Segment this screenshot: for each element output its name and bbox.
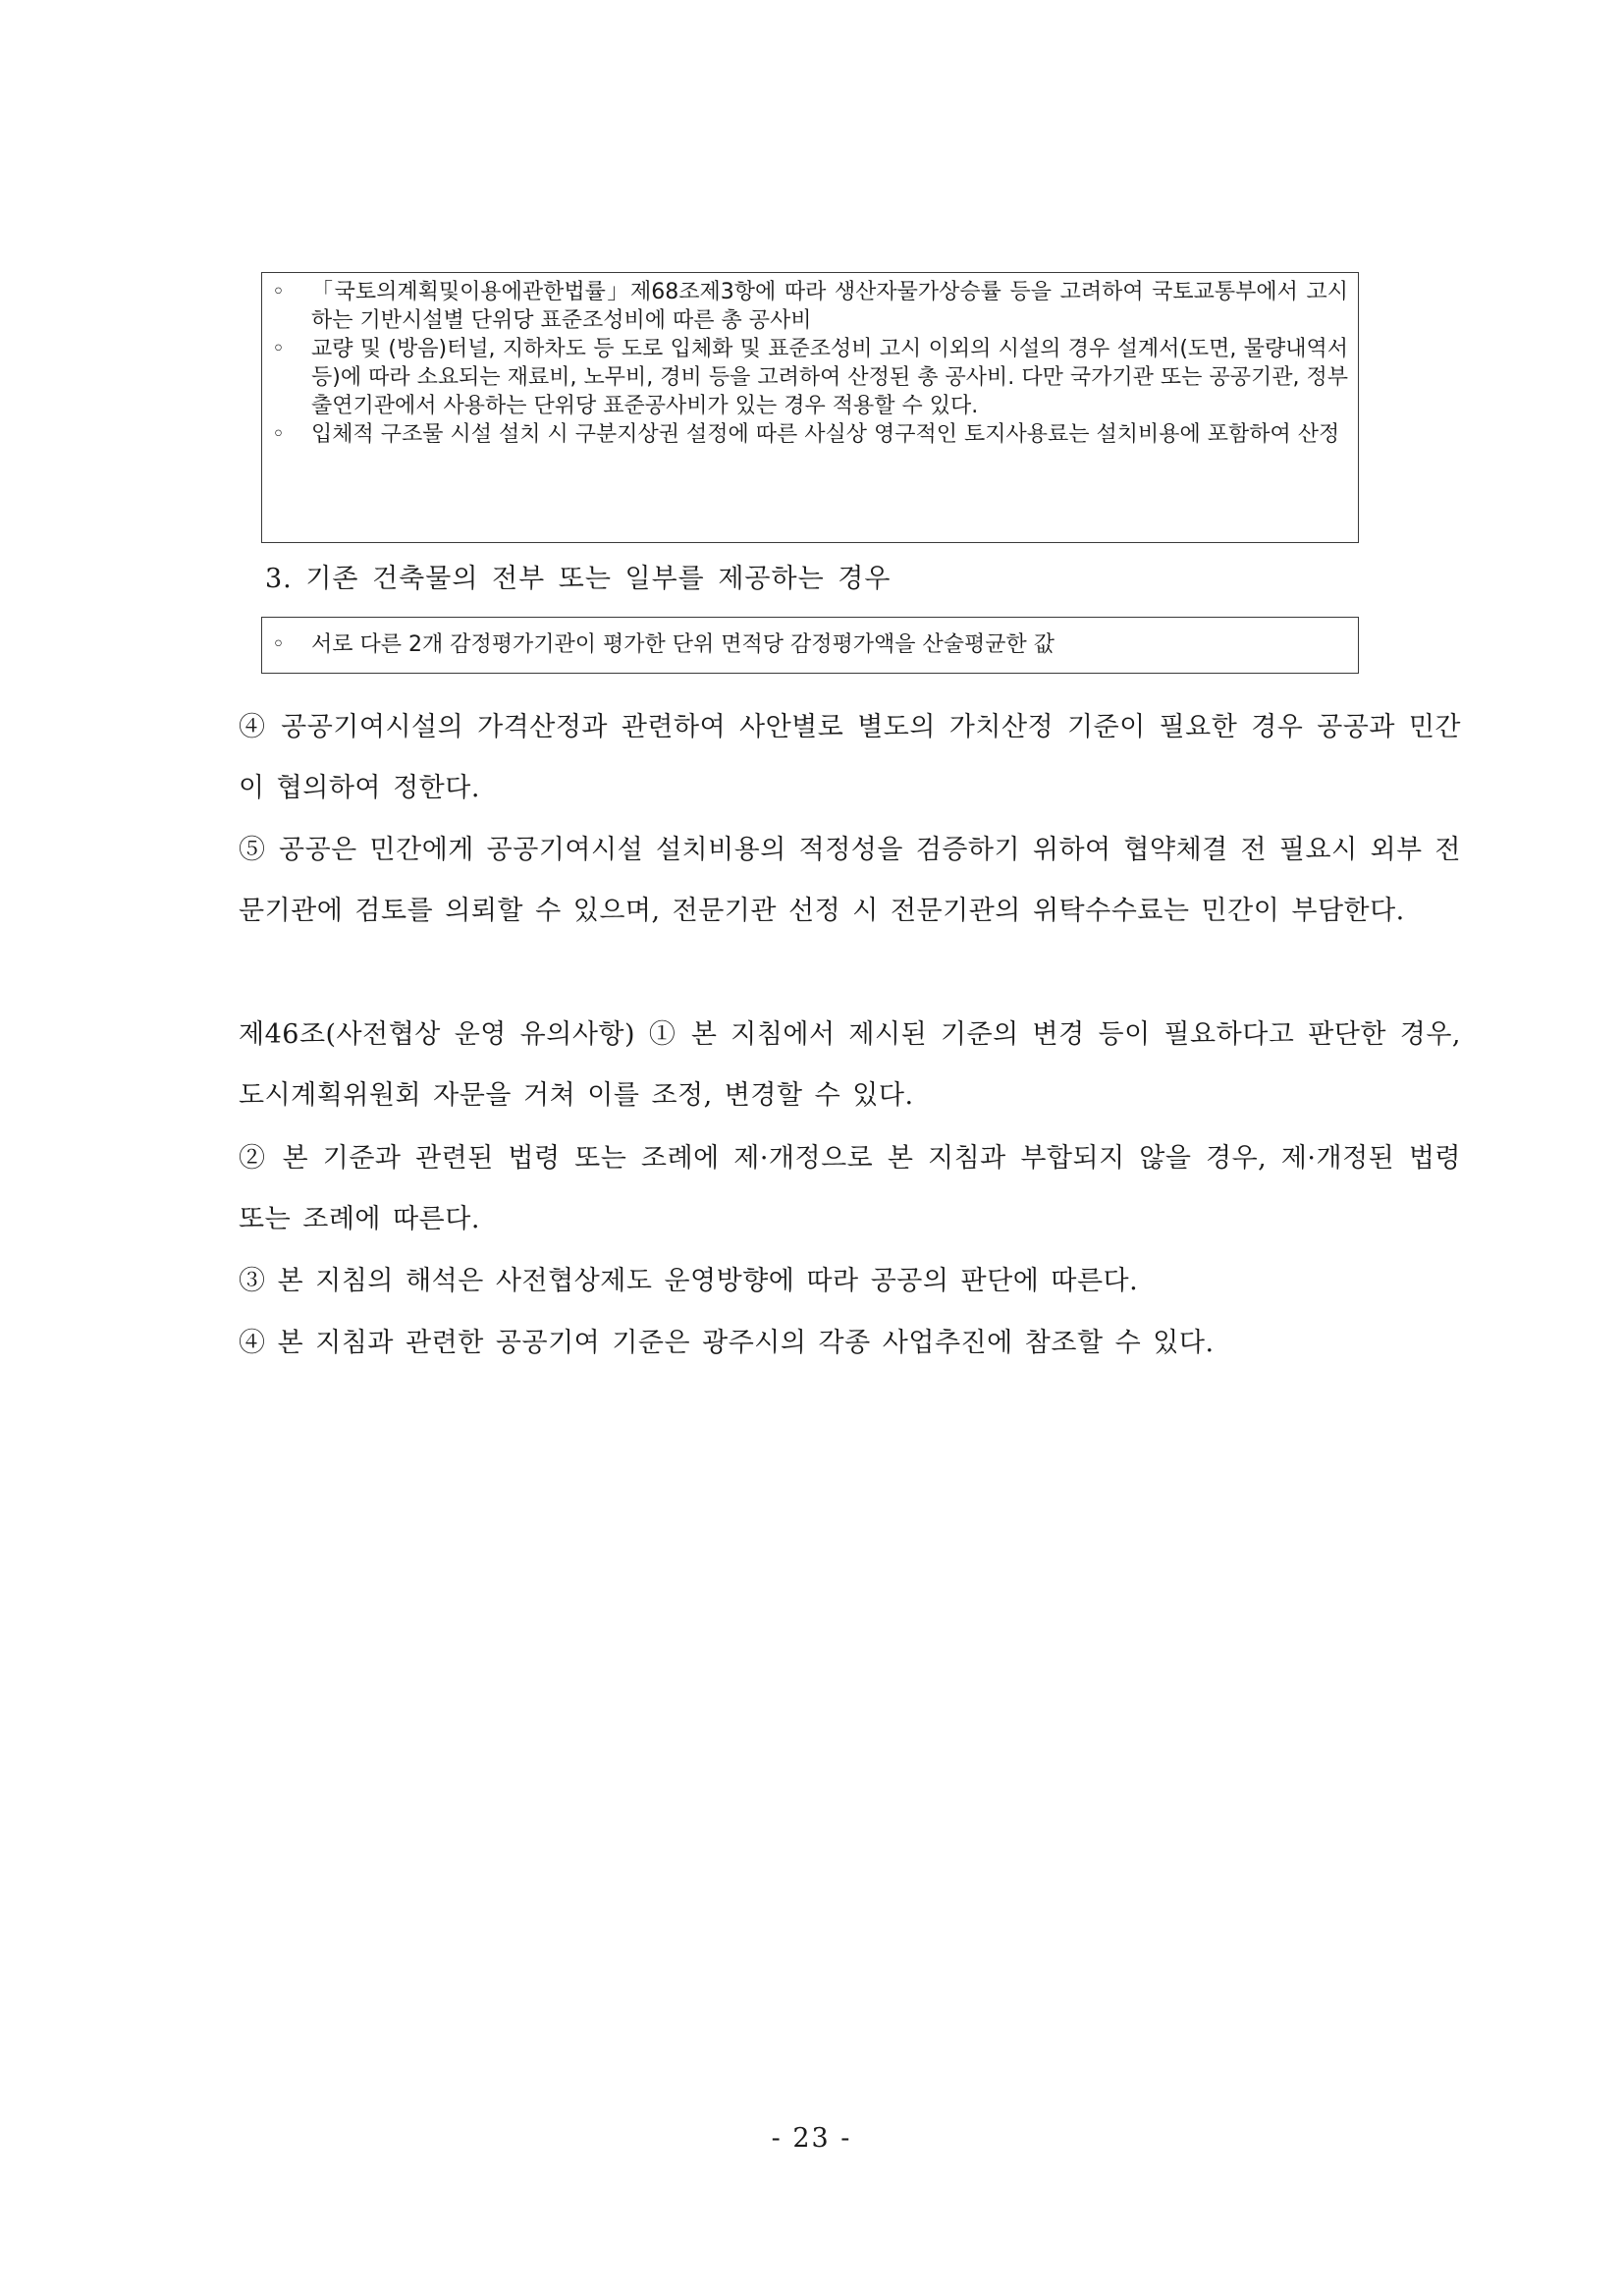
list-item-text: 「국토의계획및이용에관한법률」제68조제3항에 따라 생산자물가상승률 등을 고려하여 국토교통부에서 고시하는 기반시설별 단위당 표준조성비에 따른 총 공사비 — [311, 280, 1348, 333]
list-item — [272, 335, 1348, 420]
article-46-paragraph-3: ③ 본 지침의 해석은 사전협상제도 운영방향에 따라 공공의 판단에 따른다. — [239, 1266, 1139, 1296]
article-46-paragraph-1: 제46조(사전협상 운영 유의사항) ① 본 지침에서 제시된 기준의 변경 등이 필요하다고 판단한 경우, 도시계획위원회 자문을 거쳐 이를 조정, 변경할 수 있다. — [239, 1019, 1461, 1111]
paragraph-item-4: ④ 공공기여시설의 가격산정과 관련하여 사안별로 별도의 가치산정 기준이 필요한 경우 공공과 민간이 협의하여 정한다. — [239, 712, 1461, 803]
bullet-icon: ◦ — [272, 280, 285, 304]
bullet-icon: ◦ — [272, 422, 285, 447]
article-46-paragraph-4: ④ 본 지침과 관련한 공공기여 기준은 광주시의 각종 사업추진에 참조할 수 있다. — [239, 1328, 1215, 1358]
appraisal-criteria-box — [261, 617, 1359, 674]
construction-cost-criteria-box — [261, 272, 1359, 543]
bullet-icon: ◦ — [272, 632, 285, 657]
section-heading-existing-building: 3. 기존 건축물의 전부 또는 일부를 제공하는 경우 — [265, 564, 892, 594]
paragraph-item-5: ⑤ 공공은 민간에게 공공기여시설 설치비용의 적정성을 검증하기 위하여 협약체결 전 필요시 외부 전문기관에 검토를 의뢰할 수 있으며, 전문기관 선정 시 전문기관의 위탁수수료는 민간이 부담한다. — [239, 835, 1461, 926]
page-number: - 23 - — [771, 2123, 852, 2154]
list-item-text: 교량 및 (방음)터널, 지하차도 등 도로 입체화 및 표준조성비 고시 이외의 시설의 경우 설계서(도면, 물량내역서 등)에 따라 소요되는 재료비, 노무비, 경비 등을 고려하여 산정된 총 공사비. 다만 국가기관 또는 공공기관, 정부출연기관에서 사용하는 단위당 표준공사비가 있는 경우 적용할 수 있다. — [311, 337, 1348, 418]
list-item — [272, 420, 1348, 449]
list-item — [272, 630, 1348, 659]
article-46-paragraph-2: ② 본 기준과 관련된 법령 또는 조례에 제·개정으로 본 지침과 부합되지 않을 경우, 제·개정된 법령 또는 조례에 따른다. — [239, 1143, 1461, 1234]
list-item-text: 입체적 구조물 시설 설치 시 구분지상권 설정에 따른 사실상 영구적인 토지사용료는 설치비용에 포함하여 산정 — [311, 422, 1340, 447]
list-item — [272, 278, 1348, 335]
bullet-icon: ◦ — [272, 337, 285, 361]
list-item-text: 서로 다른 2개 감정평가기관이 평가한 단위 면적당 감정평가액을 산술평균한 값 — [311, 632, 1055, 657]
